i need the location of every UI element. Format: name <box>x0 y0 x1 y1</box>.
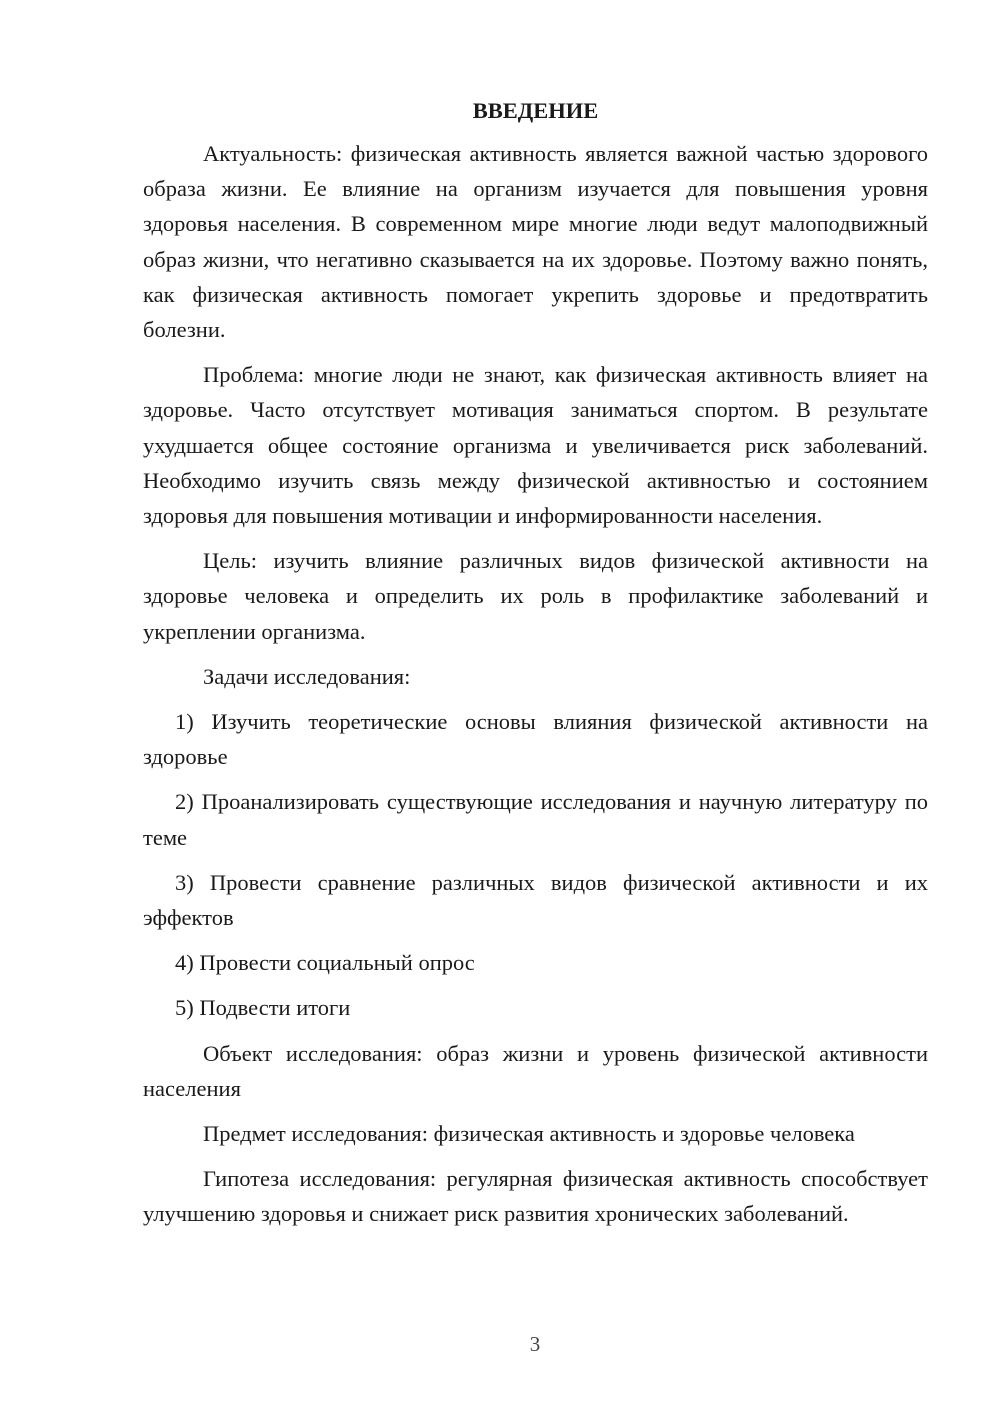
paragraph-relevance: Актуальность: физическая активность является важной частью здорового образа жизни. Ее влияние на организм изучается для повышения уровня здоровья населения. В современном мире многие люди ведут малоподвижный образ жизни, что негативно сказывается на их здоровье. Поэтому важно понять, как физическая активность помогает укрепить здоровье и предотвратить болезни. <box>143 141 928 343</box>
paragraph-subject: Предмет исследования: физическая активность и здоровье человека <box>203 1121 855 1147</box>
tasks-heading: Задачи исследования: <box>203 663 411 689</box>
document-page <box>143 96 928 1242</box>
paragraph-problem: Проблема: многие люди не знают, как физическая активность влияет на здоровье. Часто отсутствует мотивация заниматься спортом. В результате ухудшается общее состояние организма и увеличивается риск заболеваний. Необходимо изучить связь между физической активностью и состоянием здоровья для повышения мотивации и информированности населения. <box>143 362 928 529</box>
task-item-3: 3) Провести сравнение различных видов физической активности и их эффектов <box>143 869 928 931</box>
paragraph-goal: Цель: изучить влияние различных видов физической активности на здоровье человека и определить их роль в профилактике заболеваний и укреплении организма. <box>143 548 928 644</box>
section-title: ВВЕДЕНИЕ <box>472 98 599 123</box>
paragraph-object: Объект исследования: образ жизни и уровень физической активности населения <box>143 1040 928 1101</box>
page-number: 3 <box>529 1332 541 1356</box>
task-item-4: 4) Провести социальный опрос <box>175 950 475 976</box>
task-item-2: 2) Проанализировать существующие исследования и научную литературу по теме <box>143 789 928 850</box>
task-item-1: 1) Изучить теоретические основы влияния физической активности на здоровье <box>143 709 928 770</box>
task-item-5: 5) Подвести итоги <box>175 995 351 1021</box>
paragraph-hypothesis: Гипотеза исследования: регулярная физическая активность способствует улучшению здоровья и снижает риск развития хронических заболеваний. <box>143 1166 928 1227</box>
